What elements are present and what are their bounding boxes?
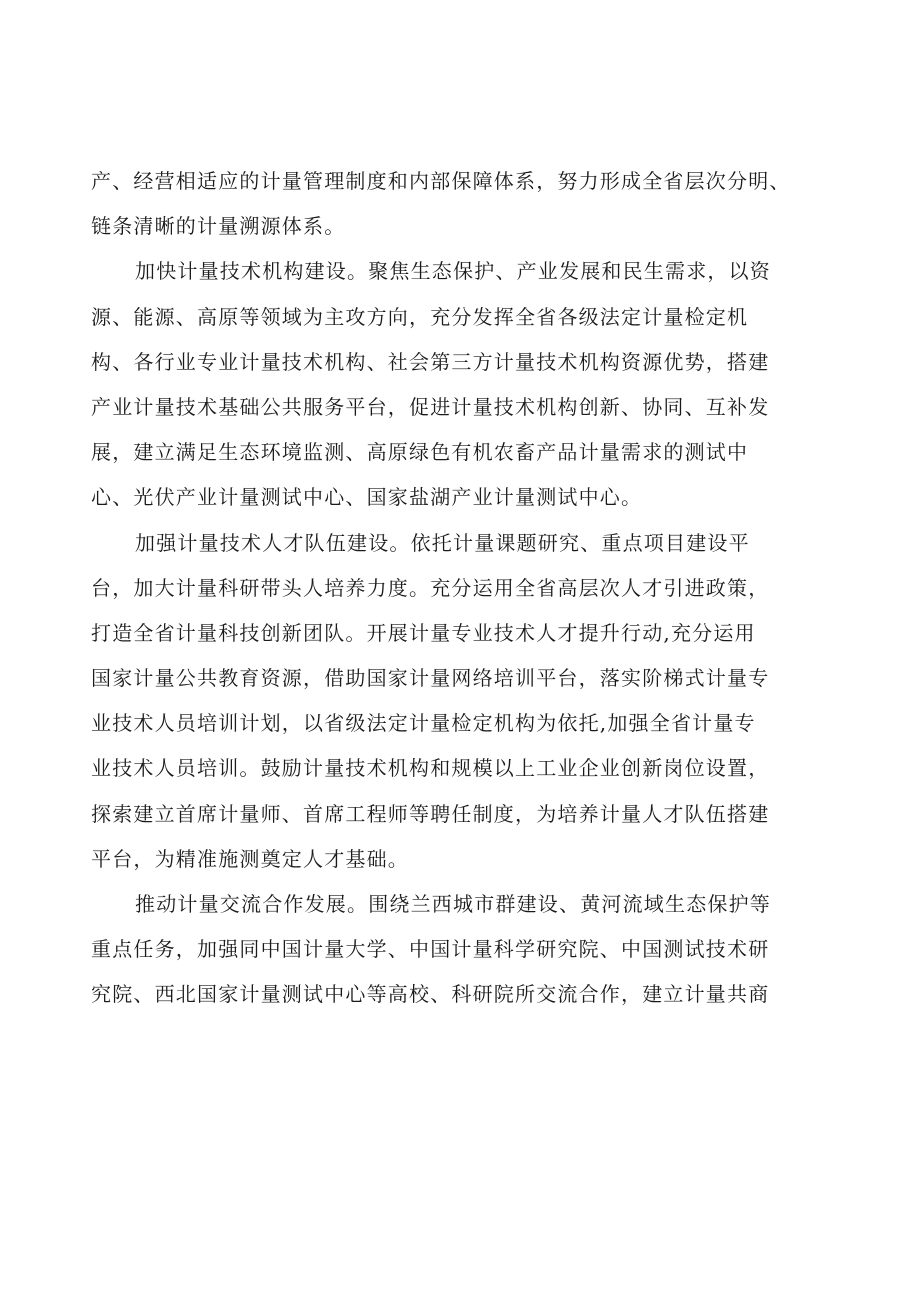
text-line: 产、经营相适应的计量管理制度和内部保障体系，努力形成全省层次分明、 — [91, 169, 791, 193]
text-line: 业技术人员培训计划，以省级法定计量检定机构为依托,加强全省计量专 — [91, 711, 756, 736]
text-line: 国家计量公共教育资源，借助国家计量网络培训平台，落实阶梯式计量专 — [91, 666, 770, 691]
text-line: 业技术人员培训。鼓励计量技术机构和规模以上工业企业创新岗位设置， — [91, 756, 770, 781]
text-line: 心、光伏产业计量测试中心、国家盐湖产业计量测试中心。 — [91, 485, 643, 510]
text-line: 链条清晰的计量溯源体系。 — [91, 214, 346, 239]
paragraph-exchange-cooperation — [91, 882, 861, 1018]
text-line: 加强计量技术人才队伍建设。依托计量课题研究、重点项目建设平 — [135, 530, 750, 555]
text-line: 加快计量技术机构建设。聚焦生态保护、产业发展和民生需求，以资 — [135, 259, 771, 284]
text-line: 平台，为精准施测奠定人才基础。 — [91, 846, 409, 871]
text-line: 台，加大计量科研带头人培养力度。充分运用全省高层次人才引进政策， — [91, 575, 770, 600]
paragraph-technical-institutions — [91, 249, 861, 520]
document-body — [91, 159, 861, 1018]
text-line: 构、各行业专业计量技术机构、社会第三方计量技术机构资源优势，搭建 — [91, 349, 770, 374]
paragraph-talent-team — [91, 521, 861, 883]
text-line: 推动计量交流合作发展。围绕兰西城市群建设、黄河流域生态保护等 — [135, 892, 771, 916]
text-line: 探索建立首席计量师、首席工程师等聘任制度，为培养计量人才队伍搭建 — [91, 801, 770, 826]
paragraph-management-system — [91, 159, 861, 249]
text-line: 产业计量技术基础公共服务平台，促进计量技术机构创新、协同、互补发 — [91, 394, 770, 419]
text-line: 重点任务，加强同中国计量大学、中国计量科学研究院、中国测试技术研 — [91, 937, 770, 962]
text-line: 究院、西北国家计量测试中心等高校、科研院所交流合作，建立计量共商 — [91, 982, 770, 1007]
text-line: 源、能源、高原等领域为主攻方向，充分发挥全省各级法定计量检定机 — [91, 304, 749, 329]
text-line: 展，建立满足生态环境监测、高原绿色有机农畜产品计量需求的测试中 — [91, 440, 749, 465]
text-line: 打造全省计量科技创新团队。开展计量专业技术人才提升行动,充分运用 — [91, 620, 756, 645]
